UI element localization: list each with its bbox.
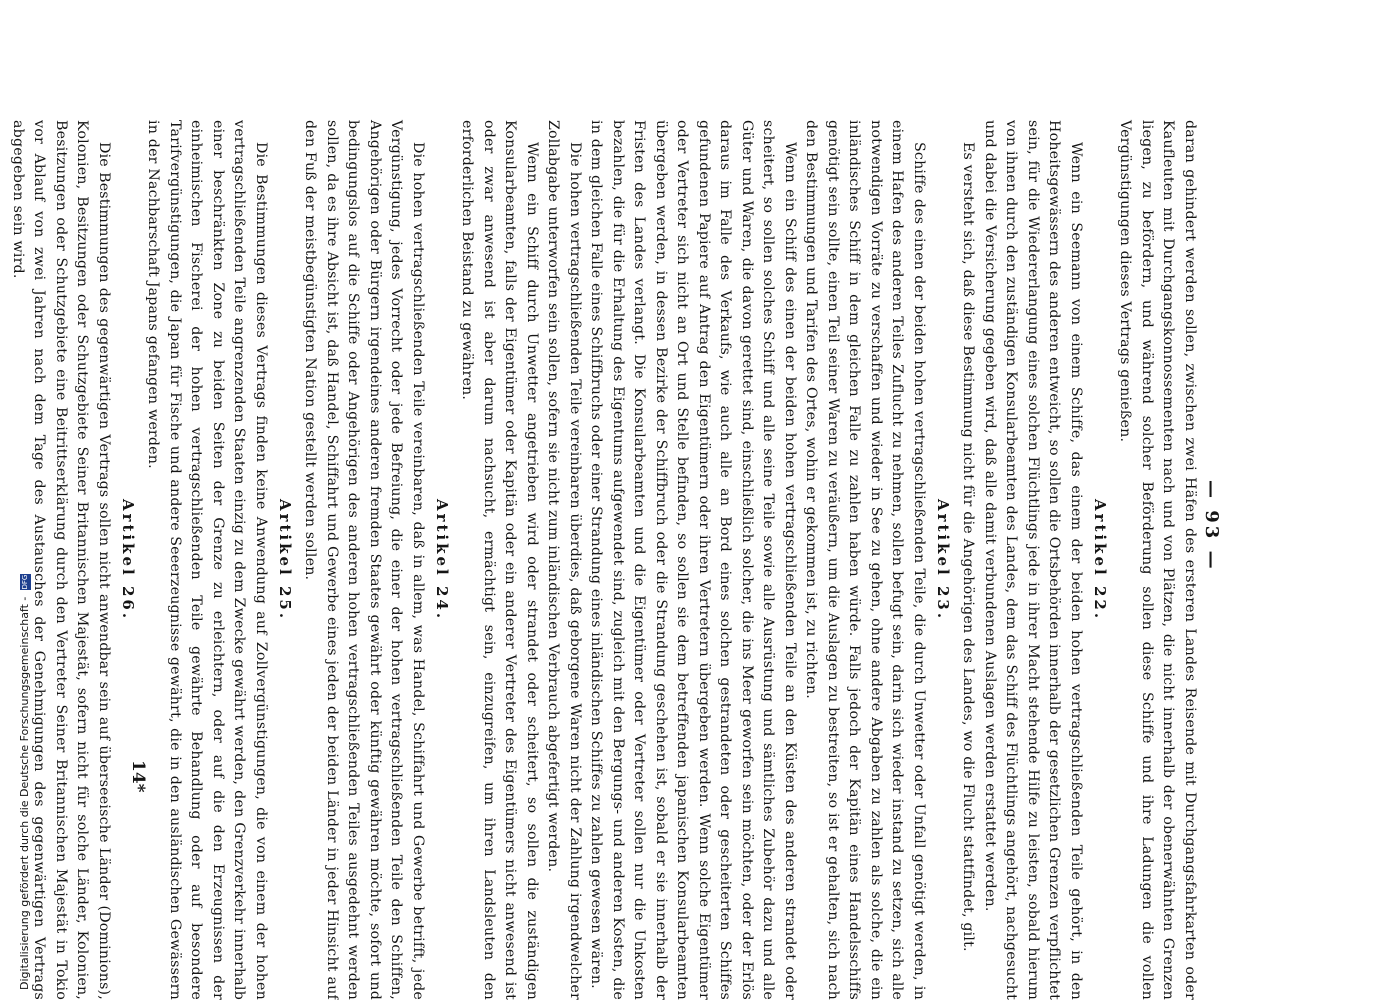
paragraph: daran gehindert werden sollen, zwischen zwei Häfen des ersteren Landes Reisende mit Durchgangsfahrkarten oder Kaufleuten mit Durchgangskonnossementen nach und von Plätzen, die nicht innerhalb der obenerwähnten Grenzen liegen, zu befördern, und während solcher Beförderung sollen diese Schiffe und ihre Ladungen die vollen Vergünstigungen dieses Vertrags genießen. xyxy=(1117,120,1198,1000)
paragraph: Wenn ein Schiff des einen der beiden hohen vertragschließenden Teile an den Küsten des anderen strandet oder scheitert, so sollen solches Schiff und alle seine Teile sowie alle Ausrüstung und sämtliches Zubehör dazu und alle Güter und Waren, die davon gerettet sind, einschließlich solcher, die ins Meer geworfen sein möchten, oder der Erlös daraus im Falle des Verkaufs, wie auch alle an Bord eines solchen gestrandeten oder gescheiterten Schiffes gefundenen Papiere auf Antrag den Eigentümern oder ihren Vertretern übergeben werden. Wenn solche Eigentümer oder Vertreter sich nicht an Ort und Stelle befinden, so sollen sie dem betreffenden japanischen Konsularbeamten übergeben werden, in dessen Bezirke der Schiffbruch oder die Strandung geschehen ist, sobald er sie innerhalb der Fristen des Landes verlangt. Die Konsularbeamten und die Eigentümer oder Vertreter sollen nur die Unkosten bezahlen, die für die Erhaltung des Eigentums aufgewendet sind, zugleich mit den Bergungs- und anderen Kosten, die in dem gleichen Falle eines Schiffbruchs oder einer Strandung eines inländischen Schiffes zu zahlen gewesen wären. xyxy=(588,120,798,1000)
paragraph: Wenn ein Seemann von einem Schiffe, das einem der beiden hohen vertragschließenden Teile gehört, in den Hoheitsgewässern des anderen entweicht, so sollen die Ortsbehörden innerhalb der gesetzlichen Grenzen verpflichtet sein, für die Wiedererlangung eines solchen Flüchtlings jede in ihrer Macht stehende Hilfe zu leisten, sobald hierum von ihnen durch den zuständigen Konsularbeamten des Landes, dem das Schiff des Flüchtlings angehört, nachgesucht und dabei die Versicherung gegeben wird, daß alle damit verbundenen Auslagen werden erstattet werden. xyxy=(982,120,1084,1000)
article-heading: Artikel 22. xyxy=(1091,498,1109,622)
paragraph: Die hohen vertragschließenden Teile vereinbaren, daß in allem, was Handel, Schiffahrt und Gewerbe betrifft, jede Vergünstigung, jedes Vorrecht oder jede Befreiung, die einer der hohen vertragschließenden Teile den Schiffen, Angehörigen oder Bürgern irgendeines anderen fremden Staates gewährt oder künftig gewähren möchte, sofort und bedingungslos auf die Schiffe oder Angehörigen des anderen hohen vertragschließenden Teiles ausgedehnt werden sollen, da es ihre Absicht ist, daß Handel, Schiffahrt und Gewerbe eines jeden der beiden Länder in jeder Hinsicht auf den Fuß der meistbegünstigten Nation gestellt werden sollen. xyxy=(302,120,426,1000)
page-number: — 93 — xyxy=(1201,480,1222,572)
article-heading: Artikel 24. xyxy=(433,498,451,622)
paragraph: Die hohen vertragschließenden Teile vereinbaren überdies, daß geborgene Waren nicht der Zahlung irgendwelcher Zollabgabe unterworfen sein sollen, sofern sie nicht zum inländischen Verbrauch abgefertigt werden. xyxy=(545,120,583,1000)
sheet-signature: 14* xyxy=(128,760,148,793)
paragraph: Schiffe des einen der beiden hohen vertragschließenden Teile, die durch Unwetter oder Unfall genötigt werden, in einem Hafen des anderen Teiles Zuflucht zu nehmen, sollen befugt sein, darin sich wieder instand zu setzen, sich alle notwendigen Vorräte zu verschaffen und wieder in See zu gehen, ohne andere Abgaben zu zahlen als solche, die ein inländisches Schiff in dem gleichen Falle zu zahlen haben würde. Falls jedoch der Kapitän eines Handelsschiffs genötigt sein sollte, einen Teil seiner Waren zu veräußern, um die Auslagen zu bestreiten, so ist er gehalten, sich nach den Bestimmungen und Tarifen des Ortes, wohin er gekommen ist, zu richten. xyxy=(803,120,927,1000)
article-heading: Artikel 25. xyxy=(276,498,294,622)
paragraph: Wenn ein Schiff durch Unwetter angetrieben wird oder strandet oder scheitert, so sollen die zuständigen Konsularbeamten, falls der Eigentümer oder Kapitän oder ein anderer Vertreter des Eigentümers nicht anwesend ist oder zwar anwesend ist aber darum nachsucht, ermächtigt sein, einzugreifen, um ihren Landsleuten den erforderlichen Beistand zu gewähren. xyxy=(459,120,540,1000)
credit-text: Digitalisierung gefördert durch die Deutsche Forschungsgemeinschaft - xyxy=(18,596,31,990)
digitization-credit xyxy=(18,570,36,990)
paragraph: Es versteht sich, daß diese Bestimmung nicht für die Angehörigen des Landes, wo die Flucht stattfindet, gilt. xyxy=(960,142,977,952)
dfg-logo-icon: DFG xyxy=(20,574,29,590)
paragraph: Die Bestimmungen des gegenwärtigen Vertrags sollen nicht anwendbar sein auf überseeische Länder (Dominions), Kolonien, Besitzungen oder Schutzgebiete Seiner Britannischen Majestät, sofern nicht für solche Länder, Kolonien, Besitzungen oder Schutzgebiete eine Beitrittserklärung durch den Vertreter Seiner Britannischen Majestät in Tokio vor Ablauf von zwei Jahren nach dem Tage des Austausches der Genehmigungen des gegenwärtigen Vertrags abgegeben sein wird. xyxy=(10,120,112,1000)
paragraph: Die Bestimmungen dieses Vertrags finden keine Anwendung auf Zollvergünstigungen, die von einem der hohen vertragschließenden Teile angrenzenden Staaten einzig zu dem Zwecke gewährt werden, den Grenzverkehr innerhalb einer beschränkten Zone zu beiden Seiten der Grenze zu erleichtern, oder auf die den Erzeugnissen der einheimischen Fischerei der hohen vertragschließenden Teile gewährte Behandlung oder auf besondere Tarifvergünstigungen, die Japan für Fische und andere Seeerzeugnisse gewährt, die in den ausländischen Gewässern in der Nachbarschaft Japans gefangen werden. xyxy=(145,120,269,1000)
article-heading: Artikel 23. xyxy=(934,498,952,622)
article-heading: Artikel 26. xyxy=(119,498,137,622)
